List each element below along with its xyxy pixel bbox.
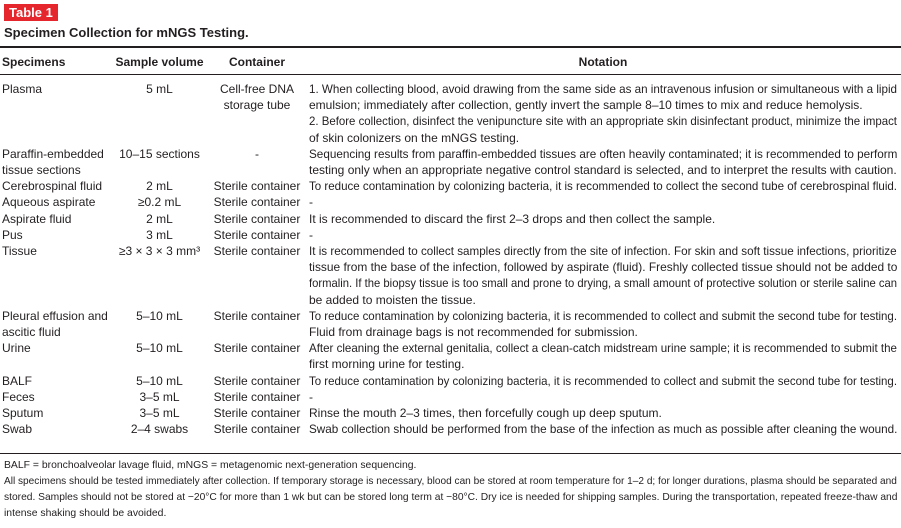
cell-line: Sterile container [213, 308, 301, 323]
cell-line: Feces [2, 389, 35, 404]
cell-notation [307, 211, 901, 227]
cell-line: It is recommended to discard the first 2–3 drops and then collect the sample. [309, 211, 716, 226]
cell-line: - [255, 146, 259, 161]
cell-sample-volume [112, 308, 207, 340]
cell-sample-volume [112, 405, 207, 421]
cell-specimen [0, 75, 112, 146]
cell-sample-volume [112, 389, 207, 405]
cell-container [207, 308, 307, 340]
table-title: Specimen Collection for mNGS Testing. [4, 25, 249, 40]
table-row [0, 389, 901, 405]
cell-line: testing only when an appropriate negative control standard is selected, and to interpret the results with caution. [309, 163, 897, 178]
header-container: Container [228, 55, 285, 69]
cell-line: Cell-free DNA [219, 82, 294, 96]
cell-line: 2–4 swabs [130, 422, 189, 437]
cell-container [207, 373, 307, 389]
cell-notation [307, 389, 901, 405]
cell-line: ≥0.2 mL [137, 195, 182, 210]
cell-line: 1. When collecting blood, avoid drawing from the same side as an intravenous infusion or simultaneous with a lipid [309, 82, 897, 96]
cell-specimen [0, 227, 112, 243]
cell-line: Pus [2, 227, 23, 242]
cell-notation [307, 405, 901, 421]
cell-line: Sterile container [213, 195, 301, 210]
cell-line: ascitic fluid [2, 325, 61, 340]
cell-specimen [0, 178, 112, 194]
cell-line: Sputum [2, 406, 44, 421]
cell-specimen [0, 389, 112, 405]
cell-specimen [0, 194, 112, 210]
cell-specimen [0, 405, 112, 421]
table-row [0, 211, 901, 227]
cell-sample-volume [112, 373, 207, 389]
cell-line: Sterile container [213, 179, 301, 194]
cell-specimen [0, 211, 112, 227]
table-row [0, 373, 901, 389]
cell-line: Cerebrospinal fluid [2, 179, 103, 194]
cell-line: Sterile container [213, 341, 301, 356]
cell-notation [307, 308, 901, 340]
cell-notation [307, 178, 901, 194]
cell-line: 5–10 mL [136, 341, 183, 356]
specimen-table [0, 54, 901, 437]
table-row [0, 146, 901, 178]
cell-notation [307, 146, 901, 178]
cell-line: Sterile container [213, 244, 301, 259]
cell-notation [307, 75, 901, 146]
cell-container [207, 75, 307, 146]
cell-sample-volume [112, 194, 207, 210]
cell-line: storage tube [223, 98, 291, 113]
cell-container [207, 243, 307, 308]
cell-sample-volume [112, 421, 207, 437]
cell-line: It is recommended to collect samples directly from the site of infection. For skin and soft tissue infections, prioritize [309, 244, 897, 259]
cell-notation [307, 194, 901, 210]
cell-line: Aqueous aspirate [2, 195, 96, 210]
table-row [0, 421, 901, 437]
header-sample-volume: Sample volume [115, 55, 204, 69]
cell-line: Rinse the mouth 2–3 times, then forcefully cough up deep sputum. [309, 406, 662, 421]
cell-line: To reduce contamination by colonizing bacteria, it is recommended to collect the second tube of cerebrospinal fluid. [309, 179, 898, 194]
cell-notation [307, 243, 901, 308]
cell-line: Tissue [2, 244, 37, 259]
cell-specimen [0, 308, 112, 340]
cell-line: tissue from the base of the infection, followed by aspirate (fluid). Freshly collected tissue should not be added to [309, 260, 898, 275]
cell-line: 5–10 mL [136, 373, 183, 388]
cell-notation [307, 373, 901, 389]
cell-line: first morning urine for testing. [309, 357, 465, 372]
cell-line: To reduce contamination by colonizing bacteria, it is recommended to collect and submit the second tube for testing. [309, 308, 898, 323]
cell-specimen [0, 421, 112, 437]
cell-container [207, 211, 307, 227]
table-row [0, 308, 901, 340]
cell-line: Fluid from drainage bags is not recommended for submission. [309, 325, 638, 340]
cell-specimen [0, 243, 112, 308]
cell-line: 2. Before collection, disinfect the venipuncture site with an appropriate skin disinfectant product, minimize the impact [309, 114, 897, 129]
top-rule [0, 46, 901, 48]
cell-line: Sterile container [213, 406, 301, 421]
bottom-rule [0, 453, 901, 454]
cell-line: tissue sections [2, 163, 81, 178]
cell-sample-volume [112, 146, 207, 178]
cell-notation [307, 421, 901, 437]
footnote-line: BALF = bronchoalveolar lavage fluid, mNGS = metagenomic next-generation sequencing. [4, 460, 417, 471]
cell-line: To reduce contamination by colonizing bacteria, it is recommended to collect and submit the second tube for testing. [309, 373, 898, 388]
table-row [0, 227, 901, 243]
cell-container [207, 194, 307, 210]
cell-specimen [0, 340, 112, 372]
cell-line: Plasma [2, 82, 43, 96]
table-row [0, 194, 901, 210]
cell-line: - [309, 195, 313, 210]
table-body [0, 75, 901, 437]
cell-line: emulsion; immediately after collection, gently invert the sample 8–10 times to mix and reduce hemolysis. [309, 98, 863, 113]
footnote-line: stored. Samples should not be stored at −20°C for more than 1 wk but can be stored long term at −80°C. Dry ice is needed for shipping samples. During the transportation, repeated freeze-thaw and [4, 492, 898, 503]
cell-container [207, 146, 307, 178]
table-badge: Table 1 [4, 4, 58, 21]
cell-line: 5 mL [146, 82, 173, 96]
cell-notation [307, 340, 901, 372]
cell-sample-volume [112, 178, 207, 194]
cell-line: Sterile container [213, 422, 301, 437]
cell-line: Aspirate fluid [2, 211, 72, 226]
table-row [0, 75, 901, 146]
cell-line: Paraffin-embedded [2, 146, 104, 161]
cell-sample-volume [112, 75, 207, 146]
cell-container [207, 405, 307, 421]
cell-line: formalin. If the biopsy tissue is too small and prone to drying, a small amount of protective solution or sterile saline can [309, 276, 897, 291]
header-notation: Notation [578, 55, 628, 69]
cell-sample-volume [112, 340, 207, 372]
cell-line: BALF [2, 373, 33, 388]
cell-container [207, 340, 307, 372]
cell-line: Swab collection should be performed from the base of the infection as much as possible after cleaning the wound. [309, 422, 898, 437]
cell-line: of skin colonizers on the mNGS testing. [309, 130, 520, 145]
cell-specimen [0, 373, 112, 389]
cell-line: 2 mL [146, 211, 173, 226]
table-row [0, 405, 901, 421]
cell-specimen [0, 146, 112, 178]
table-row [0, 178, 901, 194]
cell-sample-volume [112, 227, 207, 243]
cell-line: After cleaning the external genitalia, collect a clean-catch midstream urine sample; it is recommended to submit the [309, 341, 897, 356]
cell-sample-volume [112, 211, 207, 227]
cell-line: - [309, 389, 313, 404]
table-row [0, 340, 901, 372]
cell-line: Sterile container [213, 227, 301, 242]
cell-line: 3–5 mL [139, 389, 180, 404]
cell-line: Urine [2, 341, 31, 356]
cell-line: ≥3 × 3 × 3 mm³ [118, 244, 201, 259]
footnote-line: All specimens should be tested immediately after collection. If temporary storage is necessary, blood can be stored at room temperature for 1–2 d; for longer durations, plasma should be separated and [4, 476, 897, 487]
cell-container [207, 178, 307, 194]
cell-line: Sterile container [213, 211, 301, 226]
cell-line: be added to moisten the tissue. [309, 292, 476, 307]
cell-sample-volume [112, 243, 207, 308]
cell-line: Pleural effusion and [2, 308, 108, 323]
cell-notation [307, 227, 901, 243]
cell-line: 5–10 mL [136, 308, 183, 323]
cell-line: Sequencing results from paraffin-embedded tissues are often heavily contaminated; it is recommended to perform [309, 146, 898, 161]
cell-container [207, 227, 307, 243]
cell-line: 3–5 mL [139, 406, 180, 421]
cell-container [207, 389, 307, 405]
table-row [0, 243, 901, 308]
cell-line: 3 mL [146, 227, 173, 242]
footnote-line: intense shaking should be avoided. [4, 508, 167, 519]
cell-line: Sterile container [213, 389, 301, 404]
cell-line: - [309, 227, 313, 242]
cell-container [207, 421, 307, 437]
table-footnotes [4, 458, 897, 522]
cell-line: Sterile container [213, 373, 301, 388]
header-row [0, 54, 901, 75]
cell-line: 10–15 sections [119, 146, 200, 161]
cell-line: Swab [2, 422, 33, 437]
cell-line: 2 mL [146, 179, 173, 194]
header-specimens: Specimens [2, 55, 66, 69]
